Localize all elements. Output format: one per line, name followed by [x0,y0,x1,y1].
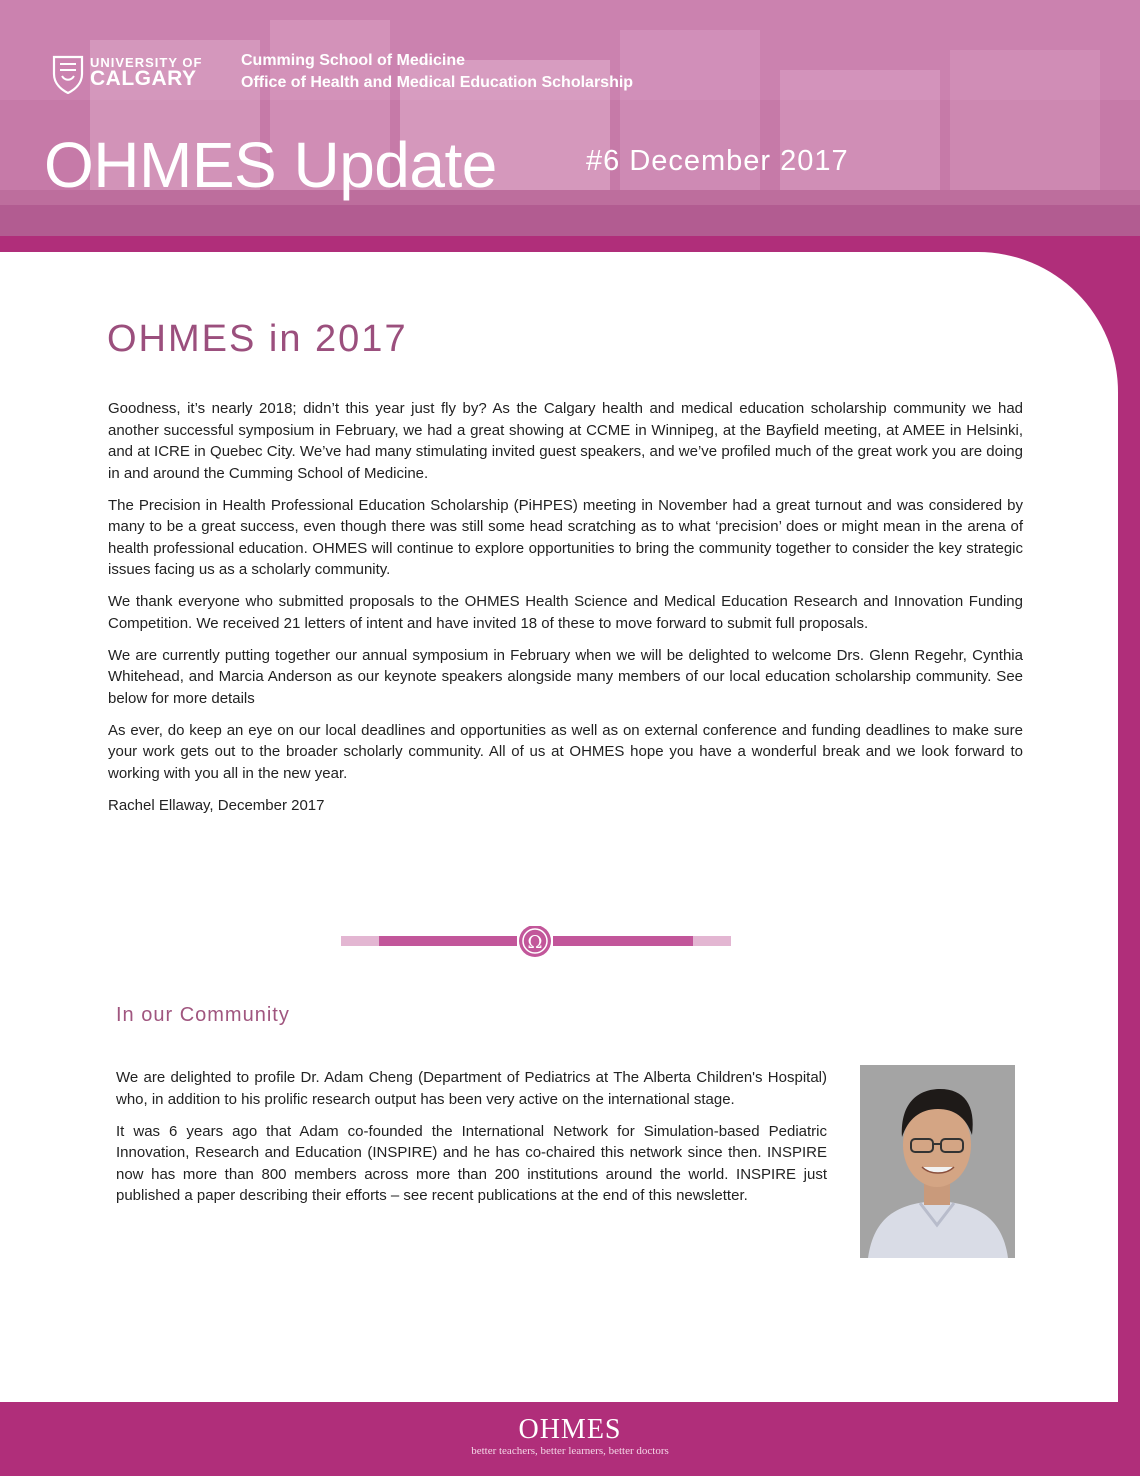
article-paragraph: Goodness, it’s nearly 2018; didn’t this year just fly by? As the Calgary health and medical education scholarship community we had another successful symposium in February, we had a great showing at CCME in Winnipeg, at the Bayfield meeting, at AMEE in Helsinki, and at ICRE in Quebec City. We’ve had many stimulating invited guest speakers, and we’ve profiled much of the great work you are doing in and around the Cumming School of Medicine. [108,400,1023,482]
profile-photo [860,1065,1015,1258]
university-logo[interactable] [52,54,212,96]
article-paragraph: We thank everyone who submitted proposals to the OHMES Health Science and Medical Education Research and Innovation Funding Competition. We received 21 letters of intent and have invited 18 of these to move forward to submit full proposals. [108,593,1023,632]
footer-tagline: better teachers, better learners, better doctors [471,1445,669,1457]
section-divider [341,926,731,958]
masthead-title: OHMES Update [44,129,497,201]
footer-logo-name: OHMES [518,1414,622,1445]
university-crest-icon [52,54,84,94]
community-body [116,1067,827,1217]
community-paragraph: We are delighted to profile Dr. Adam Cheng (Department of Pediatrics at The Alberta Children's Hospital) who, in addition to his prolific research output has been very active on the international stage. [116,1069,827,1108]
article-signature: Rachel Ellaway, December 2017 [108,796,325,814]
issue-date: #6 December 2017 [586,145,849,177]
school-name: Cumming School of Medicine [241,52,466,69]
community-paragraph: It was 6 years ago that Adam co-founded the International Network for Simulation-based Pediatric Innovation, Research and Education (INSPIRE) and he has co-chaired this network since then. INSPIRE now has more than 800 members across more than 200 institutions around the world. INSPIRE just published a paper describing their efforts – see recent publications at the end of this newsletter. [116,1122,827,1204]
article-body [108,398,1023,827]
header-banner [0,0,1140,236]
community-title: In our Community [116,1004,290,1026]
article-paragraph: The Precision in Health Professional Education Scholarship (PiHPES) meeting in November had a great turnout and was considered by many to be a great success, even though there was still some head scratching as to what ‘precision’ does or might mean in the arena of health professional education. OHMES will continue to explore opportunities to bring the community together to consider the key strategic issues facing us as a scholarly community. [108,496,1023,578]
university-name-line2: CALGARY [90,67,197,90]
omega-symbol-icon: Ω [527,932,543,953]
section-title: OHMES in 2017 [107,318,408,360]
article-paragraph: We are currently putting together our annual symposium in February when we will be delighted to welcome Drs. Glenn Regehr, Cynthia Whitehead, and Marcia Anderson as our keynote speakers alongside many members of our local education scholarship community. See below for more details [108,646,1023,707]
university-name-line1: UNIVERSITY OF [90,55,203,70]
article-paragraph: As ever, do keep an eye on our local deadlines and opportunities as well as on external conference and funding deadlines to make sure your work gets out to the broader scholarly community. All of us at OHMES hope you have a wonderful break and we look forward to working with you all in the new year. [108,721,1023,782]
office-name: Office of Health and Medical Education Scholarship [241,74,634,91]
